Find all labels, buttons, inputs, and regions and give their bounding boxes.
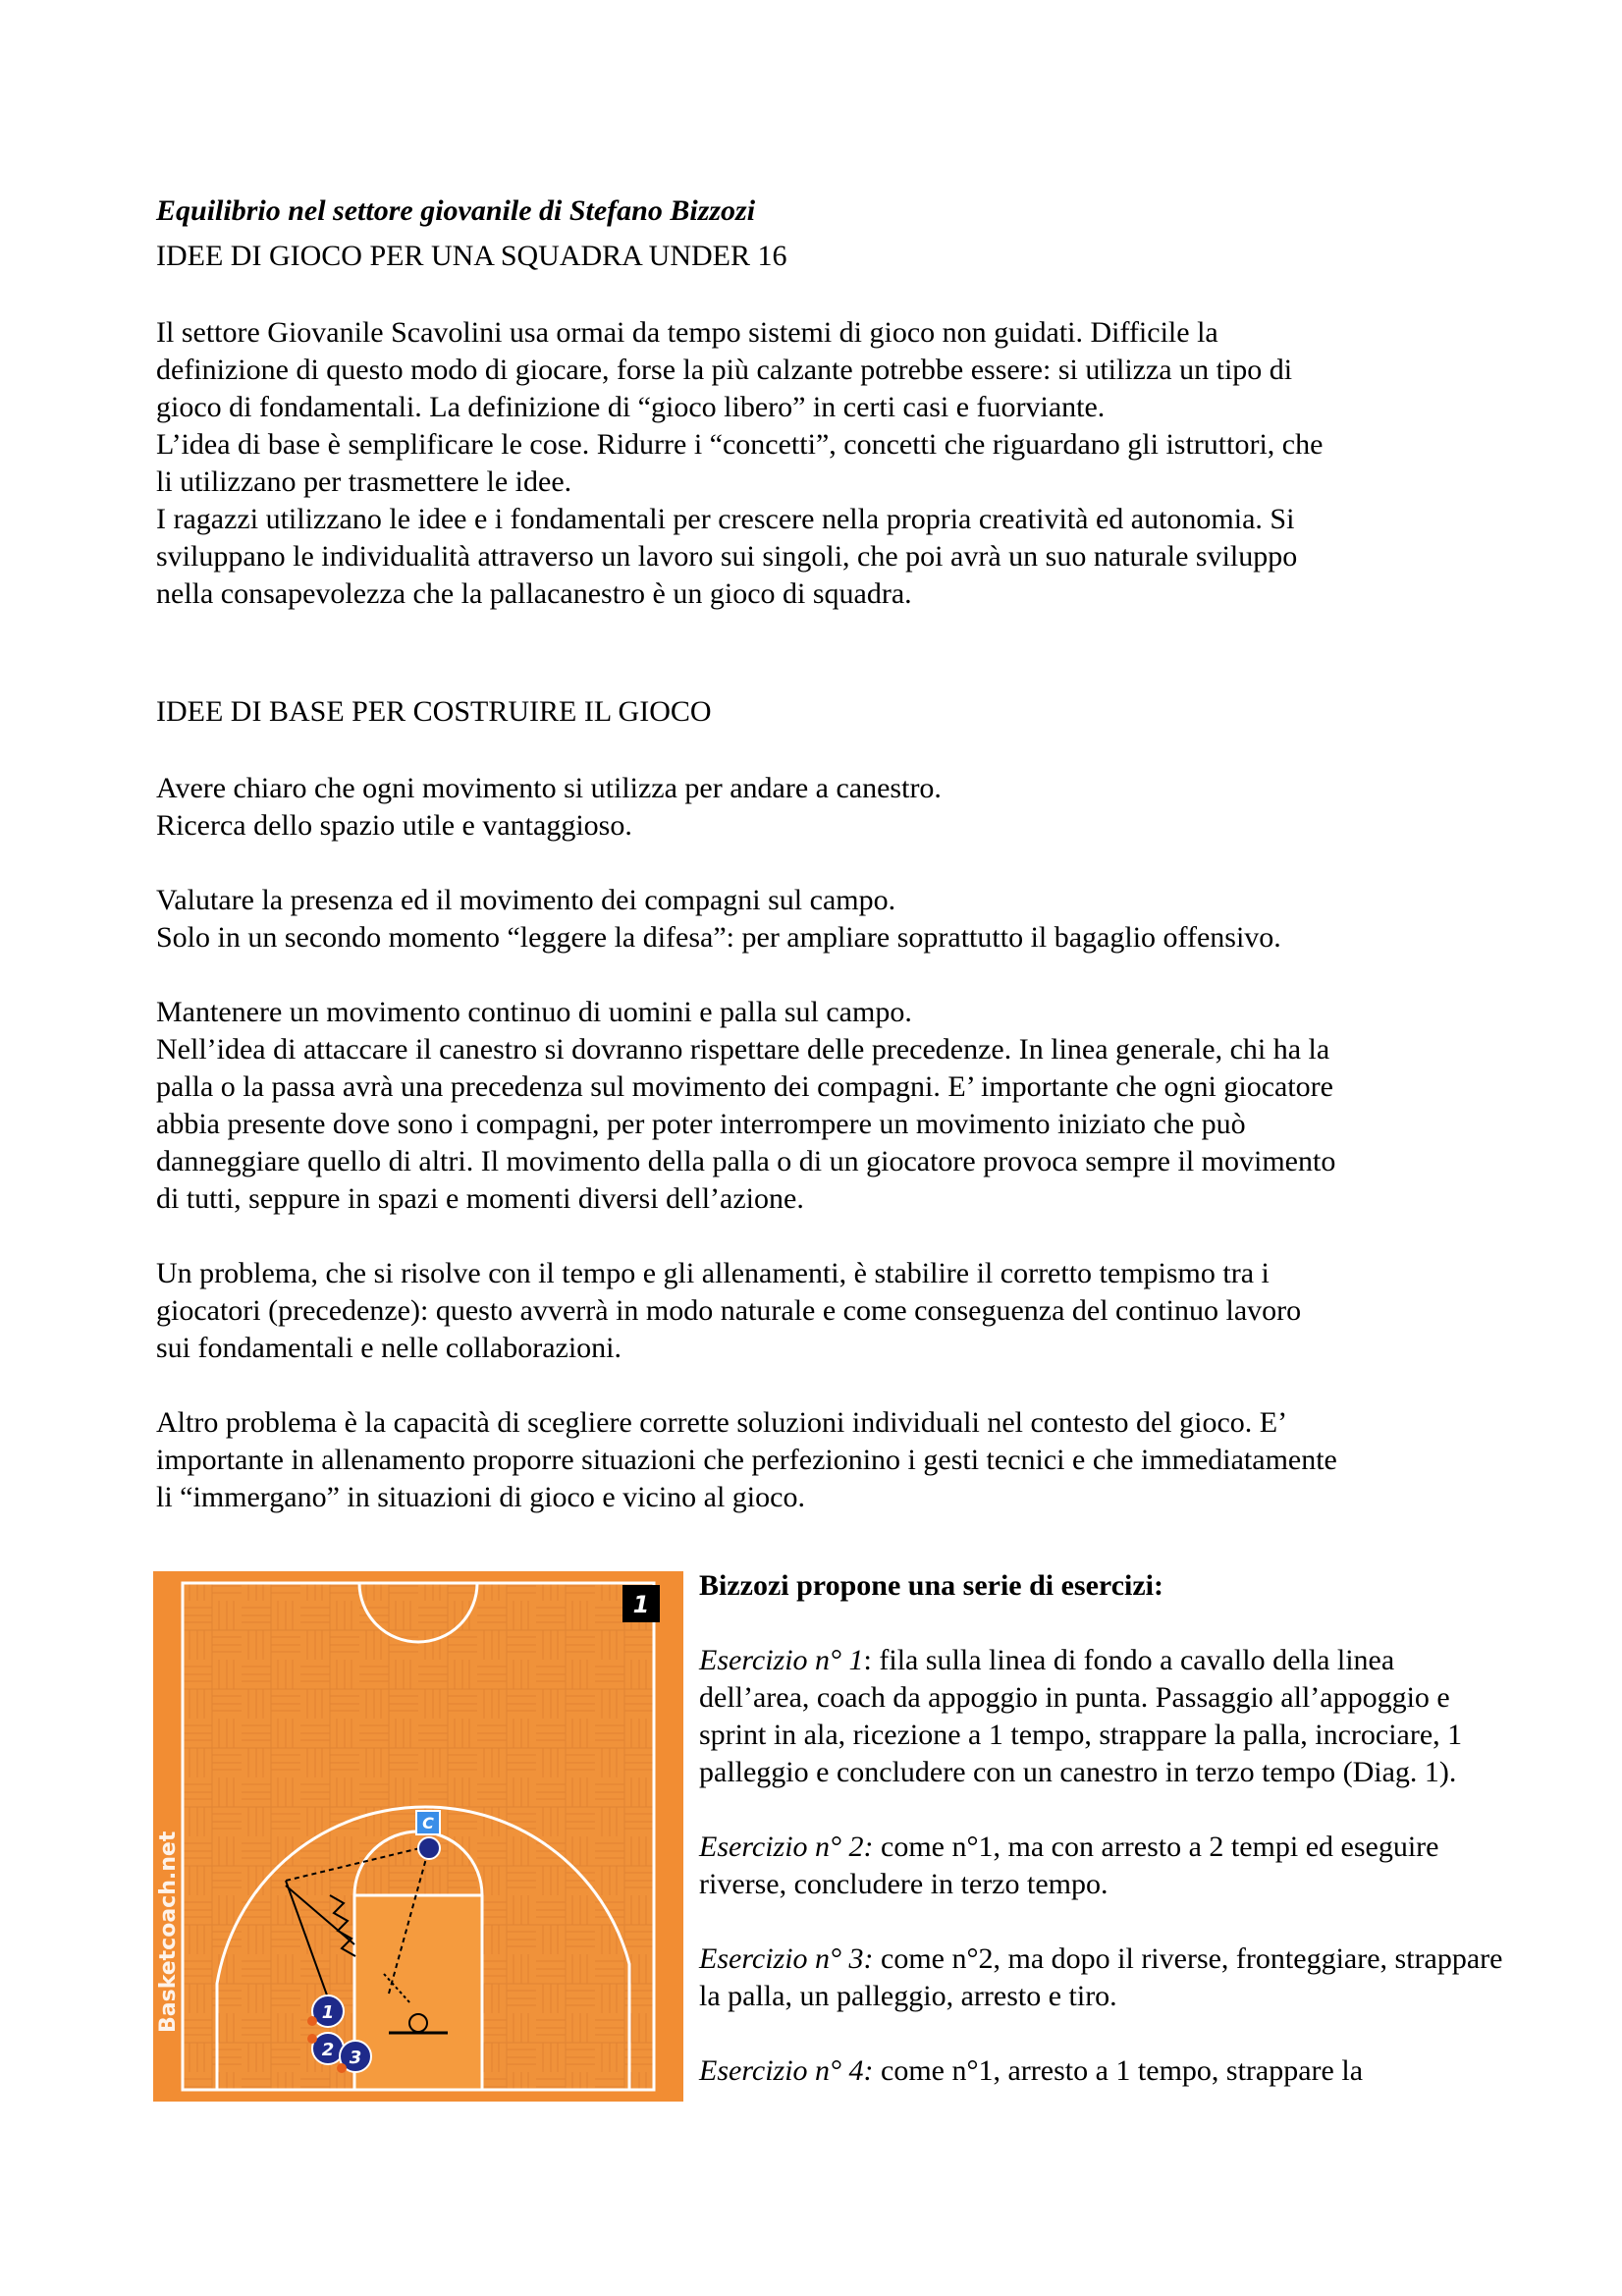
text-line: giocatori (precedenze): questo avverrà in modo naturale e come conseguenza del continuo lavoro xyxy=(156,1294,1302,1327)
ball-icon xyxy=(307,2034,317,2044)
text-line: Il settore Giovanile Scavolini usa ormai da tempo sistemi di gioco non guidati. Difficile la xyxy=(156,316,1218,349)
player-2-label: 2 xyxy=(321,2040,335,2060)
exercise-4 xyxy=(699,2052,1504,2090)
text-line: Valutare la presenza ed il movimento dei compagni sul campo. xyxy=(156,884,896,916)
text-line: Avere chiaro che ogni movimento si utilizza per andare a canestro. xyxy=(156,772,942,804)
text-line: Ricerca dello spazio utile e vantaggioso. xyxy=(156,809,632,842)
exercise-sep: : xyxy=(863,1644,872,1676)
court-diagram xyxy=(153,1571,683,2102)
text-line: importante in allenamento proporre situazioni che perfezionino i gesti tecnici e che immediatamente xyxy=(156,1444,1337,1476)
text-line: di tutti, seppure in spazi e momenti diversi dell’azione. xyxy=(156,1182,804,1215)
text-line: abbia presente dove sono i compagni, per poter interrompere un movimento iniziato che può xyxy=(156,1108,1246,1140)
intro-paragraph xyxy=(156,314,1491,613)
section-heading: IDEE DI BASE PER COSTRUIRE IL GIOCO xyxy=(156,695,712,728)
paragraph-1 xyxy=(156,770,1491,845)
exercise-3 xyxy=(699,1941,1504,2015)
document-subtitle: IDEE DI GIOCO PER UNA SQUADRA UNDER 16 xyxy=(156,240,787,272)
text-line: sviluppano le individualità attraverso un lavoro sui singoli, che poi avrà un suo naturale sviluppo xyxy=(156,540,1298,573)
text-line: Solo in un secondo momento “leggere la difesa”: per ampliare soprattutto il bagaglio offensivo. xyxy=(156,921,1281,954)
watermark: Basketcoach.net xyxy=(156,1831,181,2033)
exercise-label: Esercizio n° 2: xyxy=(699,1831,874,1863)
text-line: Un problema, che si risolve con il tempo e gli allenamenti, è stabilire il corretto tempismo tra i xyxy=(156,1257,1270,1289)
text-line: li utilizzano per trasmettere le idee. xyxy=(156,465,572,498)
exercise-label: Esercizio n° 4: xyxy=(699,2054,874,2087)
coach-badge xyxy=(416,1811,440,1834)
exercise-text: come n°2, ma dopo il riverse, fronteggiare, strappare la palla, un palleggio, arresto e tiro. xyxy=(699,1942,1503,2012)
coach-player-icon xyxy=(418,1837,440,1859)
text-line: Altro problema è la capacità di scegliere corrette soluzioni individuali nel contesto del gioco. E’ xyxy=(156,1406,1288,1439)
paragraph-3 xyxy=(156,994,1491,1218)
text-line: gioco di fondamentali. La definizione di “gioco libero” in certi casi e fuorviante. xyxy=(156,391,1106,423)
paragraph-2 xyxy=(156,882,1491,957)
paragraph-5 xyxy=(156,1404,1491,1516)
exercises-heading: Bizzozi propone una serie di esercizi: xyxy=(699,1569,1163,1602)
text-line: definizione di questo modo di giocare, forse la più calzante potrebbe essere: si utilizza un tipo di xyxy=(156,354,1293,386)
paint-area xyxy=(354,1895,482,2090)
exercise-2 xyxy=(699,1829,1504,1903)
text-line: Mantenere un movimento continuo di uomini e palla sul campo. xyxy=(156,996,912,1028)
exercise-label: Esercizio n° 1 xyxy=(699,1644,864,1676)
paragraph-4 xyxy=(156,1255,1491,1367)
player-3-label: 3 xyxy=(349,2048,362,2068)
diagram-number: 1 xyxy=(632,1591,650,1618)
text-line: sui fondamentali e nelle collaborazioni. xyxy=(156,1332,622,1364)
exercises-column xyxy=(699,1567,1504,2090)
text-line: L’idea di base è semplificare le cose. Ridurre i “concetti”, concetti che riguardano gli istruttori, che xyxy=(156,428,1324,461)
ball-icon xyxy=(307,2016,317,2026)
court-diagram-svg xyxy=(153,1571,683,2102)
text-line: I ragazzi utilizzano le idee e i fondamentali per crescere nella propria creatività ed autonomia. Si xyxy=(156,503,1295,535)
text-line: li “immergano” in situazioni di gioco e vicino al gioco. xyxy=(156,1481,805,1513)
document-title: Equilibrio nel settore giovanile di Stefano Bizzozi xyxy=(156,194,756,227)
exercise-1 xyxy=(699,1642,1504,1791)
ball-icon xyxy=(337,2063,347,2073)
text-line: palla o la passa avrà una precedenza sul movimento dei compagni. E’ importante che ogni giocatore xyxy=(156,1070,1333,1103)
text-line: danneggiare quello di altri. Il movimento della palla o di un giocatore provoca sempre il movimento xyxy=(156,1145,1336,1177)
text-line: nella consapevolezza che la pallacanestro è un gioco di squadra. xyxy=(156,577,912,610)
text-line: Nell’idea di attaccare il canestro si dovranno rispettare delle precedenze. In linea generale, chi ha la xyxy=(156,1033,1330,1066)
exercise-text: come n°1, ma con arresto a 2 tempi ed eseguire riverse, concludere in terzo tempo. xyxy=(699,1831,1439,1900)
exercise-text: come n°1, arresto a 1 tempo, strappare la xyxy=(873,2054,1364,2087)
player-1-label: 1 xyxy=(321,2002,335,2023)
diagram-number-badge xyxy=(622,1585,660,1622)
exercise-label: Esercizio n° 3: xyxy=(699,1942,874,1975)
coach-label: C xyxy=(422,1814,434,1832)
exercise-text: fila sulla linea di fondo a cavallo della linea dell’area, coach da appoggio in punta. Passaggio all’appoggio e sprint in ala, ricezione a 1 tempo, strappare la palla, incrociare, 1 palleggio e concludere con un canestro in terzo tempo (Diag. 1). xyxy=(699,1644,1463,1788)
